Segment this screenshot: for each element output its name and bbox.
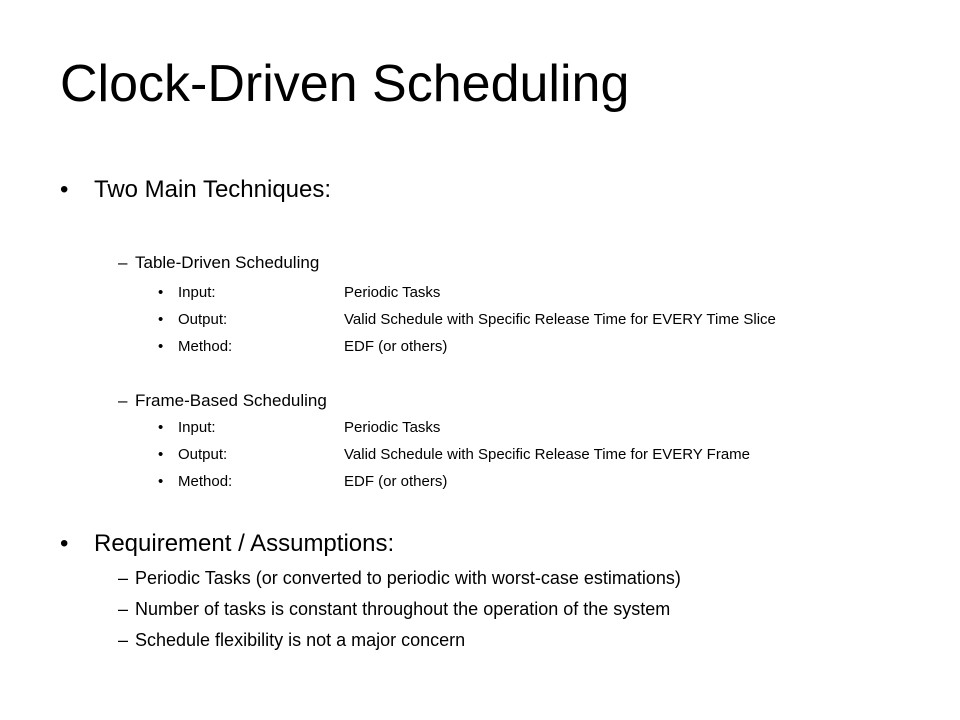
detail-label: Output: [178, 311, 228, 328]
detail-label: Input: [178, 419, 216, 436]
detail-label: Method: [178, 338, 233, 355]
bullet-icon: • [158, 419, 164, 436]
dash-icon: – [118, 253, 128, 272]
bullet-icon: • [158, 311, 164, 328]
dash-icon: – [118, 599, 129, 619]
slide-title: Clock-Driven Scheduling [60, 55, 630, 113]
technique-name: Table-Driven Scheduling [135, 253, 320, 272]
bullet-icon: • [60, 530, 69, 557]
requirement-text: Schedule flexibility is not a major concern [135, 630, 466, 650]
detail-value: Valid Schedule with Specific Release Time for EVERY Time Slice [344, 311, 776, 328]
technique-name: Frame-Based Scheduling [135, 391, 327, 410]
detail-label: Output: [178, 446, 228, 463]
dash-icon: – [118, 391, 128, 410]
bullet-icon: • [158, 284, 164, 301]
detail-value: Periodic Tasks [344, 419, 441, 436]
dash-icon: – [118, 568, 129, 588]
section-heading-text: Two Main Techniques: [94, 176, 332, 203]
detail-value: EDF (or others) [344, 338, 448, 355]
section-heading-text: Requirement / Assumptions: [94, 530, 395, 557]
bullet-icon: • [158, 446, 164, 463]
detail-label: Input: [178, 284, 216, 301]
requirement-text: Periodic Tasks (or converted to periodic with worst-case estimations) [135, 568, 681, 588]
dash-icon: – [118, 630, 129, 650]
bullet-icon: • [158, 473, 164, 490]
detail-value: Periodic Tasks [344, 284, 441, 301]
detail-label: Method: [178, 473, 233, 490]
requirement-text: Number of tasks is constant throughout the operation of the system [135, 599, 671, 619]
detail-value: Valid Schedule with Specific Release Time for EVERY Frame [344, 446, 751, 463]
bullet-icon: • [60, 176, 69, 203]
bullet-icon: • [158, 338, 164, 355]
detail-value: EDF (or others) [344, 473, 448, 490]
